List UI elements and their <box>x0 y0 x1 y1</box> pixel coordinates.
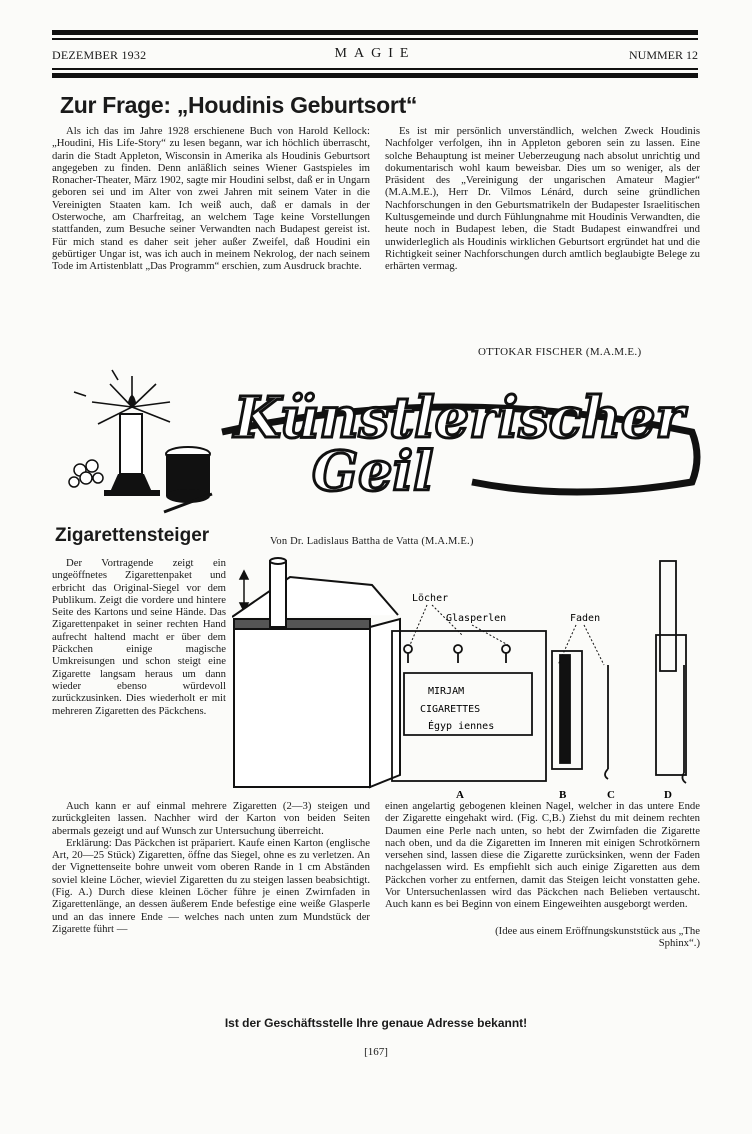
article2-paragraph-2: Erklärung: Das Päckchen ist präpariert. Kaufe einen Karton (englische Art, 20—25 Stück) Zigaretten, öffne das Siegel, ohne es zu verletzen. An der Vignettenseite bohre unweit vom oberen Rande in 1 cm Abständen soviel kleine Löcher, wieviel Zigaretten du zu steigen lassen beabsichtigt. (Fig. A.) Durch diese kleinen Löcher führe je einen Zwirnfaden in Zigarettenlänge, an dessen äußerem Ende befestige eine weiße Glasperle und an das innere Ende — welches nach unten zum Mundstück der Zigarette führt — <box>52 836 370 935</box>
article2-source: (Idee aus einem Eröffnungskunststück aus „The Sphinx“.) <box>495 924 700 949</box>
article1-column-right <box>385 125 700 273</box>
figure-label-a: A <box>456 789 464 801</box>
article1-paragraph-1: Als ich das im Jahre 1928 erschienene Buch von Harold Kellock: „Houdini, His Life-Story“ zu lesen begann, war ich höchlich überrascht, darin die Stadt Appleton, Wisconsin in Amerika als Houdinis Geburtsort angegeben zu finden. Denn anläßlich seines Wiener Gastspieles im Ronacher-Theater, März 1902, sagte mir Houdini selbst, daß er in Ungarn geboren sei und im Alter von zwei Jahren mit seinem Vater in die Vereinigten Staaten kam. Ich weiß auch, daß er damals in der Osterwoche, am Charfreitag, an welchem Tage keine Vorstellungen stattfanden, zum Besuche seiner Verwandten nach Budapest gereist ist. Für mich stand es daher seit jeher außer Zweifel, daß Houdini ein gebürtiger Ungar ist, was ich auch in meinem Nekrolog, der nach seinem Tode im Artistenblatt „Das Programm“ erschien, zum Ausdruck brachte. <box>52 125 370 273</box>
figure-d-cigarette <box>656 561 686 783</box>
banner-script-line1: Künstlerischer <box>232 385 688 451</box>
candle-drawing <box>104 395 160 496</box>
article2-paragraph-1: Auch kann er auf einmal mehrere Zigaretten (2—3) steigen und zurückgleiten lassen. Nachher wird der Karton von beiden Seiten abermals gezeigt und auf Wunsch zur Untersuchung überreicht. <box>52 800 370 837</box>
header-rule-top-thin <box>52 38 698 40</box>
article2-column-left <box>52 800 370 935</box>
article-title-zigarettensteiger: Zigarettensteiger <box>55 525 210 546</box>
article2-column-right <box>385 800 700 949</box>
page-number: [167] <box>364 1046 388 1058</box>
pack-brand-mirjam: MIRJAM <box>428 686 465 697</box>
banner-script-line2: Geil <box>312 439 434 503</box>
header-rule-top <box>52 30 698 35</box>
header-rule-bottom <box>52 73 698 78</box>
flowers-drawing <box>69 460 103 487</box>
banner-illustration <box>52 362 707 520</box>
article1-paragraph-2: Es ist mir persönlich unverständlich, welchen Zweck Houdinis Nachfolger verfolgen, ihn in Appleton geboren sein zu lassen. Eine solche Behauptung ist meiner Ueberzeugung nach absolut unrichtig und dokumentarisch wohl kaum beweisbar. Dies um so weniger, als der Präsident des „Vereinigung der ungarischen Amateur Magier“ (M.A.M.E.), Herr Dr. Vilmos Lénárd, durch seine gründlichen Nachforschungen in den Geburtsmatrikeln der Budapester Israelitischen Kultusgemeinde und durch Fühlungnahme mit Houdinis Verwandten, die heute noch in Budapest leben, die Stadt Budapest einwandfrei und unwiderleglich als Houdinis wirklichen Geburtsort ergründet hat und die Richtigkeit seiner Nachforschungen durch amtlich beglaubigte Belege zu erhärten vermag. <box>385 125 700 273</box>
label-thread: Faden <box>570 613 601 624</box>
header-rule-bottom-thin <box>52 68 698 70</box>
figure-label-b: B <box>559 789 567 801</box>
footer-notice: Ist der Geschäftsstelle Ihre genaue Adresse bekannt! <box>224 1016 528 1030</box>
pack-egyptiennes-text: Égyp iennes <box>428 721 495 732</box>
page-header <box>52 48 698 64</box>
can-drawing <box>164 447 212 512</box>
article1-signature: OTTOKAR FISCHER (M.A.M.E.) <box>478 346 642 358</box>
article-title-houdini: Zur Frage: „Houdinis Geburtsort“ <box>60 92 418 118</box>
figure-label-c: C <box>607 789 615 801</box>
article2-byline: Von Dr. Ladislaus Battha de Vatta (M.A.M.E.) <box>270 536 474 547</box>
label-beads: Glasperlen <box>446 613 507 624</box>
header-date: DEZEMBER 1932 <box>52 48 147 62</box>
article1-column-left <box>52 125 370 273</box>
pack-cigarettes-text: CIGARETTES <box>420 704 481 715</box>
trick-figure <box>232 555 702 805</box>
up-down-arrow-icon <box>240 571 248 611</box>
figure-b-c-cigarette <box>552 651 608 779</box>
article2-intro: Der Vortragende zeigt ein ungeöffnetes Zigarettenpaket und erbricht das Original-Siegel vor dem Publikum. Zeigt die vordere und hintere Seite des Kartons und seine Hände. Das Zigarettenpaket in seiner rechten Hand aufrecht haltend macht er über dem Päckchen einige magische Umkreisungen und schon steigt eine Zigarette langsam heraus um dann wieder ebenso würdevoll zurückzusinken. Dies wiederholt er mit mehreren Zigaretten des Päckchens. <box>52 557 226 717</box>
figure-label-d: D <box>664 789 672 801</box>
label-holes: Löcher <box>412 593 449 604</box>
header-issue-number: NUMMER 12 <box>628 48 698 62</box>
article2-intro-column <box>52 557 226 717</box>
article2-paragraph-3: einen angelartig gebogenen kleinen Nagel, welcher in das untere Ende der Zigarette eingehakt wird. (Fig. C,B.) Ziehst du mit deinem rechten Daumen eine Perle nach unten, so hebt der Zwirnfaden die Zigarette nach oben, und da die Zigaretten im Inneren mit einigen Schrotkörnern versehen sind, lassen diese die Zigarette zurücksinken, wenn der Faden nachgelassen wird. Es empfiehlt sich auch einige Zigaretten aus dem Päckchen vorher zu entfernen, damit das Steigen leicht vonstatten gehe. Vor Untersuchenlassen wird das Päckchen nach Belieben vertauscht. Auch kann es bei Beginn von einem Eingeweihten ausgeborgt werden. <box>385 800 700 911</box>
cigarette-pack-drawing <box>232 558 400 787</box>
header-magazine-title: MAGIE <box>334 46 416 61</box>
